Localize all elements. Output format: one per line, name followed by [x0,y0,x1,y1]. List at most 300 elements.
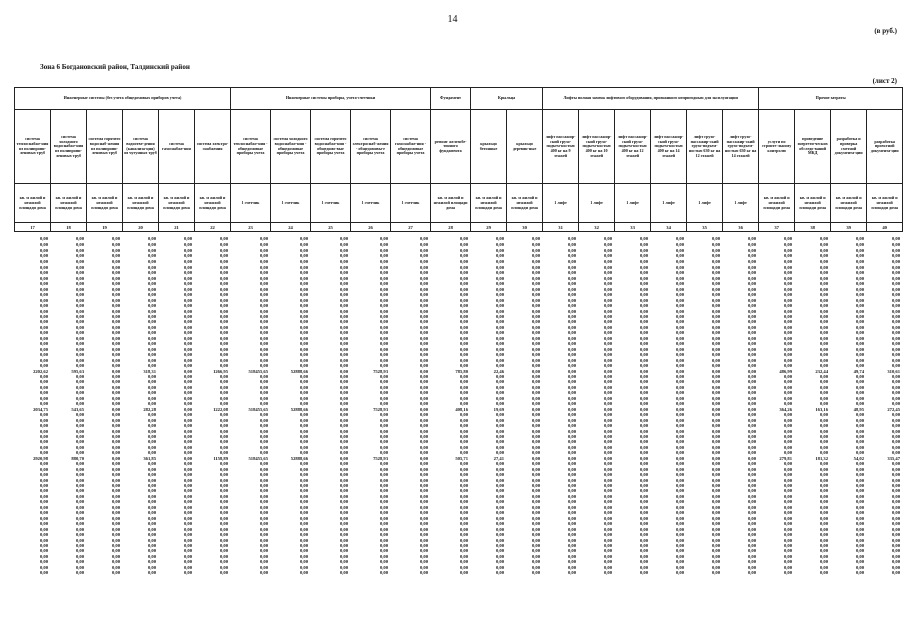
table-cell: 0,00 [711,423,720,429]
table-cell: 0,00 [531,472,540,478]
column-number: 23 [231,223,271,232]
table-cell: 0,00 [855,363,864,369]
column-number: 36 [723,223,759,232]
table-cell: 0,00 [711,532,720,538]
table-cell: 0,00 [747,553,756,559]
table-cell: 0,00 [855,526,864,532]
table-cell: 0,00 [567,242,576,247]
table-cell: 0,00 [531,510,540,516]
table-cell: 0,00 [567,303,576,309]
table-cell: 0,00 [419,548,428,554]
table-cell: 0,00 [183,324,192,330]
table-cell: 0,00 [111,346,120,352]
table-cell: 0,00 [603,286,612,292]
table-cell: 0,00 [75,423,84,429]
column-unit: 1 счетчик [311,183,351,222]
column-number: 24 [271,223,311,232]
table-cell: 0,00 [495,559,504,565]
table-cell: 0,00 [419,537,428,543]
table-cell: 0,00 [675,352,684,358]
table-cell: 0,00 [603,401,612,407]
table-cell: 0,00 [567,264,576,270]
table-cell: 0,00 [379,297,388,303]
table-cell: 880,70 [71,455,84,461]
table-cell: 0,00 [183,346,192,352]
table-cell: 0,00 [819,412,828,418]
table-cell: 0,00 [419,543,428,549]
table-cell: 0,00 [259,297,268,303]
table-cell: 0,00 [891,335,900,341]
table-cell: 0,00 [567,275,576,281]
table-cell: 0,00 [891,292,900,298]
table-cell: 0,00 [891,510,900,516]
table-cell: 0,00 [711,247,720,253]
table-cell: 518455,65 [248,406,268,412]
table-cell: 0,00 [783,548,792,554]
table-cell: 0,00 [379,423,388,429]
table-cell: 0,00 [783,253,792,259]
table-cell: 0,00 [147,428,156,434]
table-cell: 0,00 [675,570,684,576]
table-cell: 0,00 [639,297,648,303]
table-cell: 0,00 [147,335,156,341]
table-cell: 0,00 [711,379,720,385]
table-cell: 0,00 [531,395,540,401]
table-cell: 0,00 [603,253,612,259]
table-cell: 0,00 [819,564,828,570]
table-cell: 0,00 [675,450,684,456]
table-cell: 1158,89 [213,455,228,461]
table-cell: 0,00 [299,253,308,259]
table-cell: 0,00 [75,236,84,242]
table-cell: 0,00 [711,417,720,423]
table-cell: 0,00 [495,275,504,281]
table-cell: 0,00 [379,428,388,434]
column-header: система электро-снабжения [195,110,231,184]
table-cell: 0,00 [147,543,156,549]
table-cell: 0,00 [891,439,900,445]
table-cell: 0,00 [855,335,864,341]
table-cell: 0,00 [219,553,228,559]
table-cell: 0,00 [339,253,348,259]
table-cell: 0,00 [747,439,756,445]
table-cell: 0,00 [747,275,756,281]
table-cell: 0,00 [259,357,268,363]
table-cell: 0,00 [567,477,576,483]
table-cell: 0,00 [639,477,648,483]
table-cell: 0,00 [183,499,192,505]
table-cell: 0,00 [711,543,720,549]
table-cell: 0,00 [339,423,348,429]
table-cell: 0,00 [219,499,228,505]
table-cell: 0,00 [603,559,612,565]
table-cell: 0,00 [339,428,348,434]
table-cell: 0,00 [147,526,156,532]
table-cell: 0,00 [711,313,720,319]
table-cell: 0,00 [711,477,720,483]
table-cell: 0,00 [819,521,828,527]
table-cell: 0,00 [39,286,48,292]
table-cell: 0,00 [495,515,504,521]
table-cell: 0,00 [531,346,540,352]
table-cell: 0,00 [219,308,228,314]
table-cell: 0,00 [855,330,864,336]
table-cell: 0,00 [819,444,828,450]
table-cell: 0,00 [75,559,84,565]
column-header: крыльцо бетонные [471,110,507,184]
table-cell: 0,00 [747,499,756,505]
table-cell: 0,00 [747,455,756,461]
table-cell: 0,00 [891,428,900,434]
table-cell: 0,00 [183,477,192,483]
column-unit: кв. м жилой и нежилой площади дома [51,183,87,222]
table-cell: 0,00 [75,526,84,532]
table-cell: 0,00 [299,564,308,570]
table-cell: 0,00 [531,444,540,450]
table-cell: 0,00 [891,526,900,532]
page-number: 14 [447,14,458,25]
table-cell: 0,00 [603,341,612,347]
table-cell: 0,00 [855,319,864,325]
table-cell: 0,00 [339,570,348,576]
table-cell: 0,00 [339,461,348,467]
table-cell: 0,00 [459,390,468,396]
table-cell: 0,00 [567,548,576,554]
table-cell: 0,00 [219,281,228,287]
table-cell: 0,00 [459,357,468,363]
table-cell: 0,00 [39,433,48,439]
table-cell: 0,00 [639,450,648,456]
table-cell: 0,00 [711,286,720,292]
table-cell: 0,00 [891,286,900,292]
table-cell: 0,00 [711,270,720,276]
table-cell: 0,00 [855,477,864,483]
table-cell: 0,00 [379,313,388,319]
column-header: система газоснабже-ния [159,110,195,184]
table-cell: 0,00 [147,477,156,483]
table-cell: 0,00 [675,319,684,325]
zone-label: Зона 6 Богдановский район, Талдинский район [40,63,190,71]
table-cell: 0,00 [219,466,228,472]
table-cell: 0,00 [531,466,540,472]
table-cell: 0,00 [603,319,612,325]
table-cell: 0,00 [379,472,388,478]
table-cell: 0,00 [459,526,468,532]
table-cell: 408,16 [455,406,468,412]
table-cell: 0,00 [39,264,48,270]
table-cell: 0,00 [75,439,84,445]
table-cell: 0,00 [603,450,612,456]
table-cell: 0,00 [111,308,120,314]
table-cell: 0,00 [747,504,756,510]
table-cell: 0,00 [711,439,720,445]
table-cell: 0,00 [891,308,900,314]
table-cell: 0,00 [259,319,268,325]
table-cell: 0,00 [419,423,428,429]
table-cell: 0,00 [259,247,268,253]
table-cell: 0,00 [419,384,428,390]
table-cell: 0,00 [711,242,720,247]
table-cell: 0,00 [419,395,428,401]
table-cell: 0,00 [379,373,388,379]
table-cell: 0,00 [891,548,900,554]
table-cell: 0,00 [219,461,228,467]
column-number: 40 [867,223,903,232]
table-cell: 0,00 [531,357,540,363]
table-cell: 0,00 [259,236,268,242]
table-cell: 0,00 [299,395,308,401]
table-cell: 0,00 [819,559,828,565]
table-cell: 0,00 [639,401,648,407]
table-cell: 0,00 [855,373,864,379]
table-cell: 0,00 [299,428,308,434]
table-cell: 0,00 [259,292,268,298]
table-cell: 0,00 [855,423,864,429]
table-cell: 0,00 [459,444,468,450]
table-cell: 0,00 [747,292,756,298]
table-cell: 505,71 [455,455,468,461]
table-cell: 0,00 [495,466,504,472]
table-cell: 0,00 [111,379,120,385]
table-cell: 0,00 [339,444,348,450]
table-cell: 0,00 [339,247,348,253]
table-cell: 0,00 [891,373,900,379]
table-cell: 0,00 [147,341,156,347]
table-cell: 0,00 [783,477,792,483]
table-cell: 0,00 [183,352,192,358]
table-cell: 0,00 [567,281,576,287]
column-header: система горячего водоснабже-ния - общедомо-вые приборы учета [311,110,351,184]
table-cell: 0,00 [39,390,48,396]
table-cell: 0,00 [75,384,84,390]
table-cell: 0,00 [531,308,540,314]
table-cell: 0,00 [855,543,864,549]
table-cell: 0,00 [819,472,828,478]
table-cell: 0,00 [111,499,120,505]
table-cell: 0,00 [819,313,828,319]
table-cell: 0,00 [531,455,540,461]
table-cell: 0,00 [183,472,192,478]
table-cell: 0,00 [855,281,864,287]
table-cell: 0,00 [711,324,720,330]
table-cell: 0,00 [219,236,228,242]
header-table [14,87,903,232]
table-cell: 0,00 [675,455,684,461]
table-cell: 0,00 [747,335,756,341]
table-cell: 0,00 [567,352,576,358]
table-cell: 0,00 [299,417,308,423]
table-cell: 0,00 [379,483,388,489]
table-cell: 0,00 [567,363,576,369]
table-cell: 0,00 [299,548,308,554]
table-cell: 0,00 [339,510,348,516]
table-cell: 0,00 [567,515,576,521]
table-cell: 0,00 [111,373,120,379]
column-unit: 1 счетчик [351,183,391,222]
table-cell: 0,00 [75,515,84,521]
table-cell: 0,00 [567,472,576,478]
table-cell: 0,00 [639,281,648,287]
table-cell: 0,00 [419,379,428,385]
table-cell: 0,00 [75,297,84,303]
table-cell: 0,00 [39,559,48,565]
table-cell: 0,00 [183,466,192,472]
table-cell: 0,00 [603,281,612,287]
column-number: 32 [579,223,615,232]
table-cell: 0,00 [259,373,268,379]
column-number: 39 [831,223,867,232]
table-cell: 0,00 [675,423,684,429]
table-cell: 0,00 [459,515,468,521]
table-cell: 0,00 [711,259,720,265]
table-cell: 0,00 [147,417,156,423]
table-cell: 0,00 [419,341,428,347]
table-cell: 0,00 [339,297,348,303]
table-cell: 0,00 [855,236,864,242]
table-cell: 0,00 [339,319,348,325]
group-header-roof: Крыльца [471,88,543,110]
table-cell: 0,00 [299,275,308,281]
table-cell: 0,00 [819,570,828,576]
table-cell: 0,00 [783,264,792,270]
table-cell: 0,00 [531,286,540,292]
table-cell: 0,00 [259,477,268,483]
table-cell: 0,00 [639,373,648,379]
table-cell: 0,00 [219,488,228,494]
column-number: 18 [51,223,87,232]
table-cell: 0,00 [747,477,756,483]
table-cell: 0,00 [147,564,156,570]
table-cell: 0,00 [675,247,684,253]
table-cell: 0,00 [111,292,120,298]
table-cell: 0,00 [459,559,468,565]
table-cell: 0,00 [147,373,156,379]
table-cell: 0,00 [891,488,900,494]
table-cell: 0,00 [459,504,468,510]
currency-unit-note: (в руб.) [874,27,897,35]
table-cell: 0,00 [379,346,388,352]
table-cell: 0,00 [567,455,576,461]
table-cell: 0,00 [819,384,828,390]
table-cell: 0,00 [459,472,468,478]
table-cell: 0,00 [603,564,612,570]
table-cell: 0,00 [459,308,468,314]
table-cell: 0,00 [711,253,720,259]
table-cell: 0,00 [299,483,308,489]
table-cell: 0,00 [531,401,540,407]
table-cell: 0,00 [531,242,540,247]
table-cell: 0,00 [711,319,720,325]
table-cell: 0,00 [711,373,720,379]
table-cell: 0,00 [747,242,756,247]
table-cell: 0,00 [567,313,576,319]
table-cell: 0,00 [675,335,684,341]
table-cell: 7528,93 [373,406,388,412]
table-cell: 0,00 [111,384,120,390]
table-cell: 0,00 [459,330,468,336]
table-cell: 0,00 [147,324,156,330]
table-cell: 0,00 [39,236,48,242]
column-unit: кв. м жилой и нежилой площади дома [15,183,51,222]
table-cell: 0,00 [819,553,828,559]
table-cell: 0,00 [379,504,388,510]
table-cell: 0,00 [379,532,388,538]
table-cell: 0,00 [147,439,156,445]
table-cell: 0,00 [147,379,156,385]
column-number: 20 [123,223,159,232]
table-cell: 0,00 [339,412,348,418]
table-cell: 0,00 [603,384,612,390]
table-cell: 0,00 [819,488,828,494]
table-cell: 0,00 [639,253,648,259]
table-cell: 232,44 [815,368,828,374]
table-cell: 0,00 [379,510,388,516]
table-cell: 0,00 [783,330,792,336]
table-cell: 335,47 [887,455,900,461]
table-cell: 0,00 [147,499,156,505]
table-cell: 0,00 [379,553,388,559]
table-cell: 0,00 [339,472,348,478]
table-cell: 0,00 [419,259,428,265]
table-cell: 0,00 [819,483,828,489]
table-cell: 0,00 [339,564,348,570]
table-cell: 0,00 [639,444,648,450]
table-cell: 0,00 [855,379,864,385]
table-cell: 0,00 [379,352,388,358]
table-cell: 0,00 [339,264,348,270]
table-cell: 0,00 [639,330,648,336]
table-cell: 0,00 [75,564,84,570]
column-unit: 1 лифт [579,183,615,222]
table-cell: 0,00 [111,543,120,549]
table-cell: 0,00 [259,428,268,434]
table-cell: 0,00 [891,390,900,396]
table-cell: 0,00 [531,324,540,330]
table-cell: 49,74 [853,368,864,374]
table-cell: 0,00 [639,564,648,570]
table-cell: 0,00 [675,368,684,374]
table-cell: 0,00 [111,275,120,281]
table-cell: 0,00 [75,510,84,516]
table-cell: 0,00 [219,373,228,379]
table-cell: 785,80 [455,368,468,374]
table-cell: 0,00 [219,423,228,429]
table-cell: 0,00 [339,379,348,385]
table-cell: 0,00 [855,390,864,396]
table-cell: 0,00 [379,303,388,309]
table-cell: 0,00 [339,401,348,407]
table-cell: 0,00 [747,363,756,369]
table-cell: 0,00 [567,433,576,439]
table-cell: 0,00 [567,368,576,374]
table-cell: 0,00 [379,324,388,330]
table-cell: 0,00 [183,412,192,418]
table-cell: 0,00 [783,439,792,445]
table-cell: 0,00 [111,461,120,467]
table-cell: 0,00 [339,395,348,401]
table-cell: 0,00 [75,504,84,510]
table-cell: 0,00 [379,537,388,543]
table-cell: 0,00 [495,493,504,499]
table-cell: 0,00 [819,390,828,396]
table-cell: 0,00 [75,570,84,576]
table-cell: 0,00 [259,564,268,570]
table-cell: 0,00 [891,341,900,347]
table-cell: 0,00 [459,270,468,276]
table-cell: 0,00 [603,236,612,242]
column-unit: кв. м жилой и нежилой площади дома [831,183,867,222]
table-cell: 0,00 [39,466,48,472]
